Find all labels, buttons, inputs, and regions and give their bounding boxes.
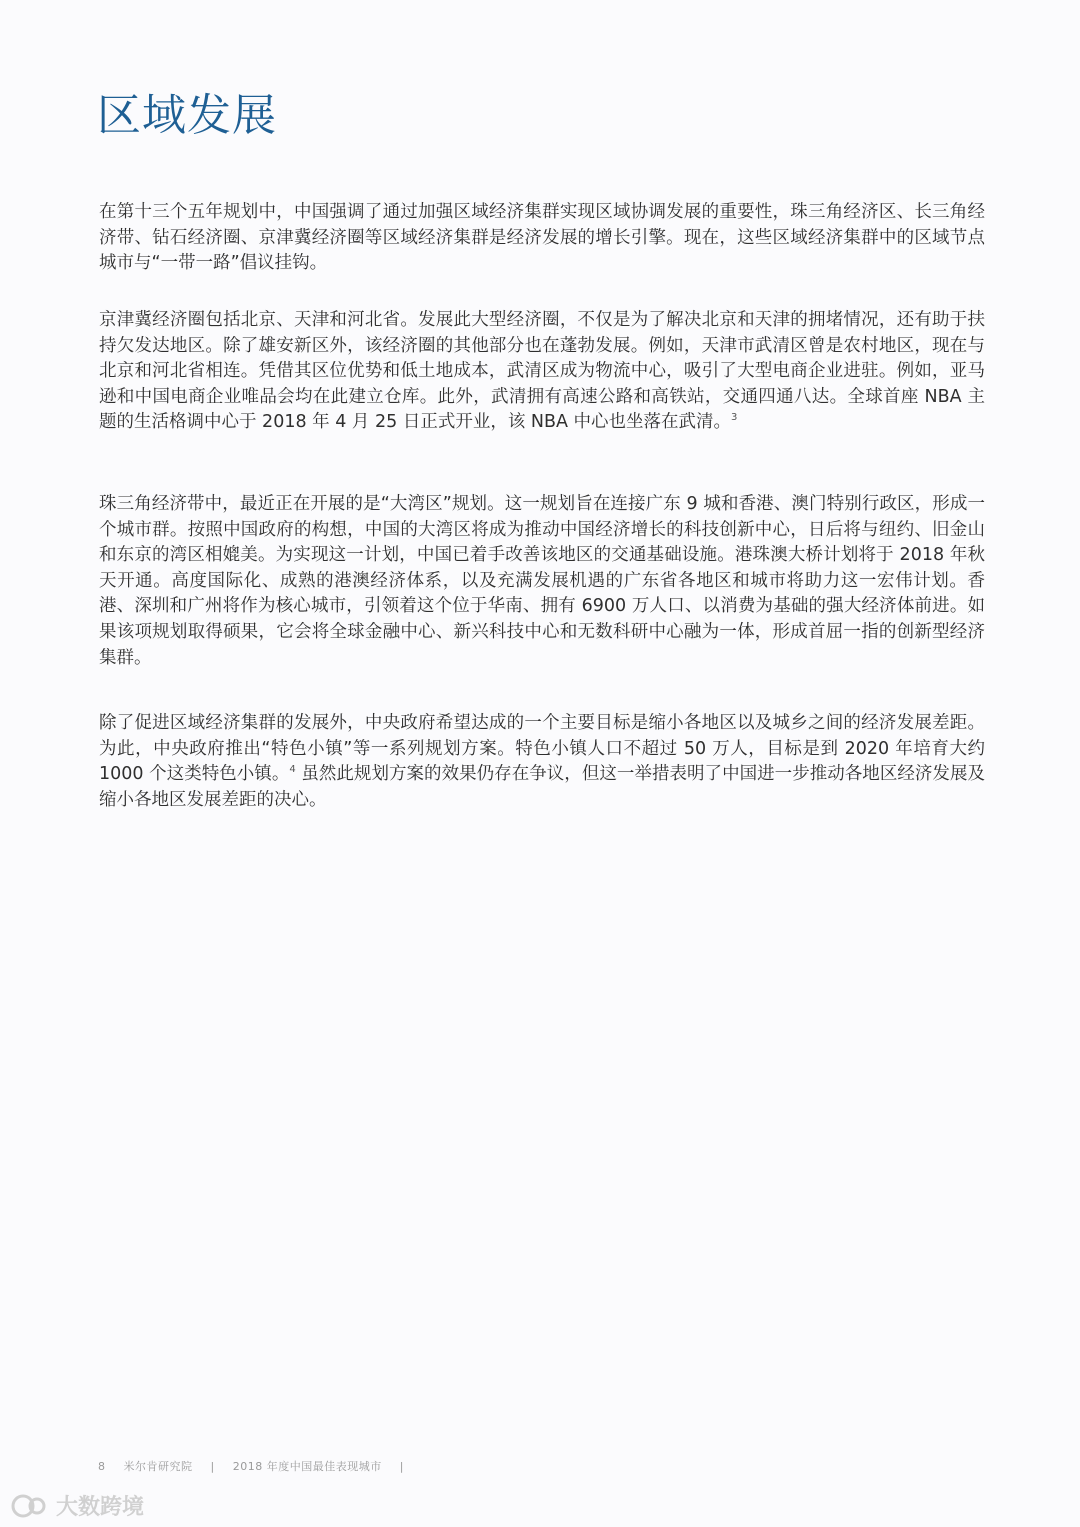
paragraph-text: 在第十三个五年规划中，中国强调了通过加强区域经济集群实现区域协调发展的重要性，珠三角经济区、长三角经济带、钻石经济圈、京津冀经济圈等区域经济集群是经济发展的增长引擎。现在，这些区域经济集群中的区域节点城市与“一带一路”倡议挂钩。 bbox=[99, 202, 985, 274]
footer-report-title: 2018 年度中国最佳表现城市 bbox=[232, 1460, 382, 1473]
page-footer bbox=[98, 1458, 418, 1474]
footer-separator: | bbox=[210, 1460, 215, 1473]
paragraph-text: 珠三角经济带中，最近正在开展的是“大湾区”规划。这一规划旨在连接广东 9 城和香港、澳门特别行政区，形成一个城市群。按照中国政府的构想，中国的大湾区将成为推动中国经济增长的科技创新中心，日后将与纽约、旧金山和东京的湾区相媲美。为实现这一计划，中国已着手改善该地区的交通基础设施。港珠澳大桥计划将于 2018 年秋天开通。高度国际化、成熟的港澳经济体系，以及充满发展机遇的广东省各地区和城市将助力这一宏伟计划。香港、深圳和广州将作为核心城市，引领着这个位于华南、拥有 6900 万人口、以消费为基础的强大经济体前进。如果该项规划取得硕果，它会将全球金融中心、新兴科技中心和无数科研中心融为一体，形成首屈一指的创新型经济集群。 bbox=[99, 494, 985, 668]
page-number: 8 bbox=[98, 1460, 106, 1473]
paragraph bbox=[99, 492, 985, 671]
paragraph bbox=[99, 200, 985, 277]
footnote-marker: 3 bbox=[731, 412, 738, 424]
footer-org: 米尔肯研究院 bbox=[123, 1460, 193, 1473]
footnote-marker: 4 bbox=[289, 764, 296, 776]
paragraph-text: 除了促进区域经济集群的发展外，中央政府希望达成的一个主要目标是缩小各地区以及城乡之间的经济发展差距。为此，中央政府推出“特色小镇”等一系列规划方案。特色小镇人口不超过 50 万人，目标是到 2020 年培育大约 1000 个这类特色小镇。 bbox=[99, 713, 985, 785]
watermark-text: 大数跨境 bbox=[56, 1495, 145, 1520]
paragraph-text: 虽然此规划方案的效果仍存在争议，但这一举措表明了中国进一步推动各地区经济发展及缩小各地区发展差距的决心。 bbox=[99, 764, 985, 810]
paragraph bbox=[99, 308, 985, 436]
paragraph bbox=[99, 711, 985, 813]
paragraph-text: 京津冀经济圈包括北京、天津和河北省。发展此大型经济圈，不仅是为了解决北京和天津的拥堵情况，还有助于扶持欠发达地区。除了雄安新区外，该经济圈的其他部分也在蓬勃发展。例如，天津市武清区曾是农村地区，现在与北京和河北省相连。凭借其区位优势和低土地成本，武清区成为物流中心，吸引了大型电商企业进驻。例如，亚马逊和中国电商企业唯品会均在此建立仓库。此外，武清拥有高速公路和高铁站，交通四通八达。全球首座 NBA 主题的生活格调中心于 2018 年 4 月 25 日正式开业，该 NBA 中心也坐落在武清。 bbox=[99, 310, 985, 433]
watermark bbox=[10, 1490, 144, 1521]
logo-circle-icon bbox=[10, 1493, 50, 1519]
page-title: 区域发展 bbox=[97, 90, 277, 141]
footer-separator: | bbox=[399, 1460, 404, 1473]
